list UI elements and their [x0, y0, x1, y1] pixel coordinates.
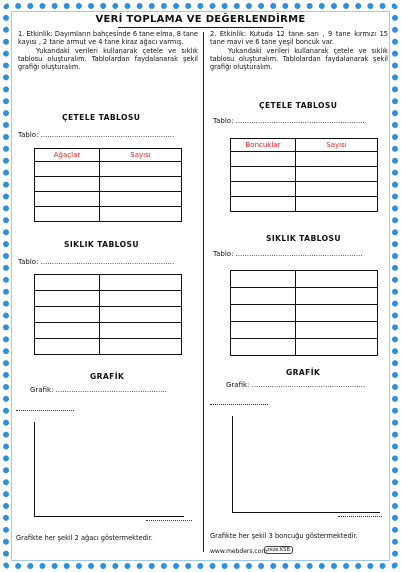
- table-cell[interactable]: [35, 307, 100, 323]
- stamp-badge: zeze.KSB: [264, 546, 293, 554]
- table-cell[interactable]: [231, 167, 296, 182]
- table-cell[interactable]: [100, 207, 182, 222]
- right-graph-title-line: [210, 404, 268, 405]
- right-graph-x-axis: [232, 512, 380, 513]
- right-cetele-table: [230, 138, 378, 212]
- left-instruction-text: Yukarıdaki verileri kullanarak çetele ve sıklık tablosu oluşturalım. Tablolardan faydalanarak şekil grafiği oluşturalım.: [18, 46, 198, 72]
- table-cell[interactable]: [231, 339, 296, 356]
- page-title: VERİ TOPLAMA VE DEĞERLENDİRME: [95, 14, 306, 25]
- left-grafik-heading: GRAFİK: [90, 372, 125, 381]
- table-cell[interactable]: [35, 323, 100, 339]
- table-cell[interactable]: [231, 182, 296, 197]
- left-siklik-table: [34, 274, 182, 355]
- table-cell[interactable]: [35, 162, 100, 177]
- right-activity: [210, 30, 388, 71]
- table-cell[interactable]: [100, 323, 182, 339]
- left-graph-x-axis: [34, 516, 184, 517]
- right-cetele-header-1: Boncuklar: [231, 139, 296, 152]
- table-cell[interactable]: [296, 339, 378, 356]
- table-cell[interactable]: [35, 207, 100, 222]
- table-cell[interactable]: [231, 288, 296, 305]
- left-cetele-heading: ÇETELE TABLOSU: [62, 113, 141, 122]
- title-underline: [118, 27, 283, 28]
- left-cetele-header-2: Sayısı: [100, 149, 182, 162]
- left-grafik-label: Grafik: ..................................................: [30, 386, 167, 394]
- left-cetele-header-1: Ağaçlar: [35, 149, 100, 162]
- table-cell[interactable]: [231, 197, 296, 212]
- column-divider: [203, 32, 204, 552]
- right-siklik-heading: SIKLIK TABLOSU: [266, 234, 341, 243]
- right-activity-text: 2. Etkinlik: Kutuda 12 tane sarı , 9 tane kırmızı 15 tane mavi ve 6 tane yeşil boncuk var.: [210, 30, 388, 47]
- right-siklik-table-label: Tablo: .........................................................: [213, 250, 363, 258]
- right-grafik-heading: GRAFİK: [286, 368, 321, 377]
- table-cell[interactable]: [100, 192, 182, 207]
- table-cell[interactable]: [231, 322, 296, 339]
- left-siklik-table-label: Tablo: ............................................................: [18, 258, 175, 266]
- table-cell[interactable]: [296, 305, 378, 322]
- left-graph-axis-line: [146, 520, 192, 521]
- table-cell[interactable]: [100, 177, 182, 192]
- table-cell[interactable]: [35, 291, 100, 307]
- right-graph-y-axis: [232, 416, 233, 512]
- left-graph-title-line: [16, 410, 74, 411]
- left-graph-y-axis: [34, 422, 35, 516]
- right-instruction-text: Yukarıdaki verileri kullanarak çetele ve sıklık tablosu oluşturalım. Tablolardan faydalanarak şekil grafiği oluşturalım.: [210, 46, 388, 72]
- table-cell[interactable]: [35, 339, 100, 355]
- right-cetele-heading: ÇETELE TABLOSU: [259, 101, 338, 110]
- table-cell[interactable]: [100, 291, 182, 307]
- table-cell[interactable]: [35, 275, 100, 291]
- table-cell[interactable]: [296, 152, 378, 167]
- right-cetele-table-label: Tablo: ..........................................................: [213, 117, 365, 125]
- table-cell[interactable]: [231, 152, 296, 167]
- table-cell[interactable]: [100, 162, 182, 177]
- site-brand-text: www.mebders.com: [210, 548, 268, 555]
- table-cell[interactable]: [100, 339, 182, 355]
- table-cell[interactable]: [296, 197, 378, 212]
- table-cell[interactable]: [100, 307, 182, 323]
- table-cell[interactable]: [100, 275, 182, 291]
- right-cetele-header-2: Sayısı: [296, 139, 378, 152]
- left-cetele-table-label: Tablo: ............................................................: [18, 131, 175, 139]
- table-cell[interactable]: [296, 271, 378, 288]
- left-activity-text: 1. Etkinlik: Dayımların bahçesinde 6 tane elma, 8 tane kayısı , 2 tane armut ve 4 tane kiraz ağacı varmış.: [18, 30, 198, 47]
- table-cell[interactable]: [35, 192, 100, 207]
- table-cell[interactable]: [296, 167, 378, 182]
- table-cell[interactable]: [296, 288, 378, 305]
- right-grafik-label: Grafik: ...................................................: [226, 381, 366, 389]
- table-cell[interactable]: [231, 271, 296, 288]
- right-siklik-table: [230, 270, 378, 356]
- table-cell[interactable]: [296, 182, 378, 197]
- left-footer-text: Grafikte her şekil 2 ağacı göstermektedir.: [16, 534, 153, 542]
- table-cell[interactable]: [296, 322, 378, 339]
- table-cell[interactable]: [35, 177, 100, 192]
- table-cell[interactable]: [231, 305, 296, 322]
- right-graph-axis-line: [338, 516, 382, 517]
- right-footer-text: Grafikte her şekil 3 boncuğu göstermektedir.: [210, 532, 358, 540]
- left-siklik-heading: SIKLIK TABLOSU: [64, 240, 139, 249]
- left-activity: [18, 30, 198, 71]
- left-cetele-table: [34, 148, 182, 222]
